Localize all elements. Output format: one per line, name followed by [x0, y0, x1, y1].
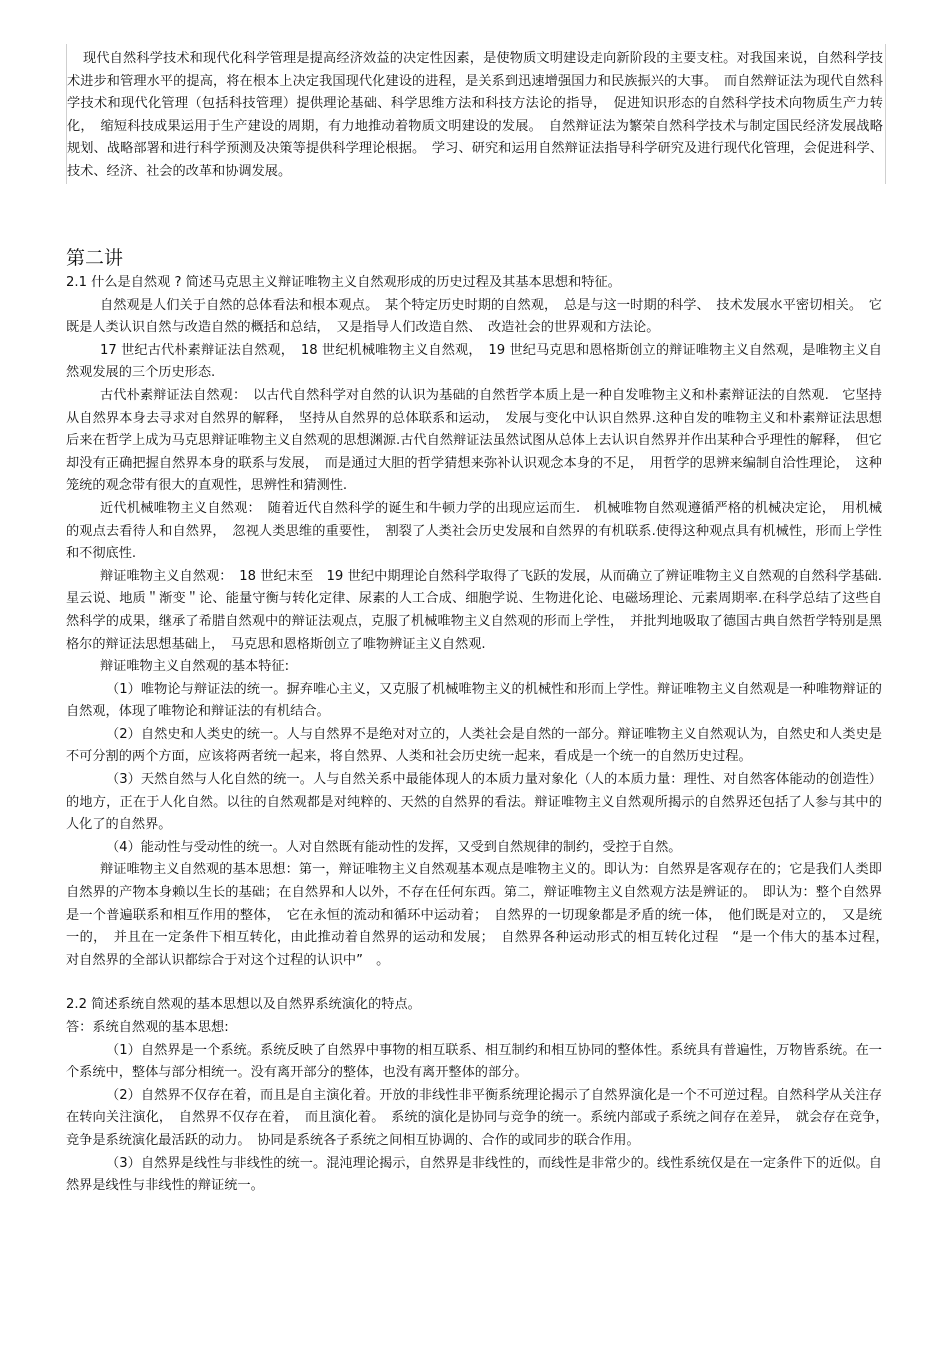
q21-paragraph: 古代朴素辩证法自然观： 以古代自然科学对自然的认识为基础的自然哲学本质上是一种自发唯物主义和朴素辩证法的自然观. 它坚持从自然界本身去寻求对自然界的解释， 坚持从自然界的总体联系和运动， 发展与变化中认识自然界.这种自发的唯物主义和朴素辩证法思想后来在哲学上成为马克思辩证唯物主义自然观的思想渊源.古代自然辩证法虽然试图从总体上去认识自然界并作出某种合乎理性的解释， 但它却没有正确把握自然界本身的联系与发展， 而是通过大胆的哲学猜想来弥补认识观念本身的不足， 用哲学的思辨来编制自洽性理论， 这种笼统的观念带有很大的直观性，思辨性和猜测性. [66, 387, 882, 494]
lecture-title: 第二讲 [66, 247, 124, 269]
q22-point-item: （2）自然界不仅存在着，而且是自主演化着。开放的非线性非平衡系统理论揭示了自然界演化是一个不可逆过程。自然科学从关注存在转向关注演化， 自然界不仅存在着， 而且演化着。 系统的演化是协同与竞争的统一。系统内部或子系统之间存在差异， 就会存在竞争， 竞争是系统演化最活跃的动力。 协同是系统各子系统之间相互协调的、合作的或同步的联合作用。 [66, 1087, 896, 1148]
q22-point-item: （1）自然界是一个系统。系统反映了自然界中事物的相互联系、相互制约和相互协同的整体性。系统具有普遍性，万物皆系统。在一个系统中，整体与部分相统一。没有离开部分的整体，也没有离开整体的部分。 [66, 1042, 882, 1081]
q21-feature-item: （1）唯物论与辩证法的统一。摒弃唯心主义，又克服了机械唯物主义的机械性和形而上学性。辩证唯物主义自然观是一种唯物辩证的自然观，体现了唯物论和辩证法的有机结合。 [66, 681, 882, 720]
intro-paragraph: 现代自然科学技术和现代化科学管理是提高经济效益的决定性因素，是使物质文明建设走向新阶段的主要支柱。对我国来说，自然科学技术进步和管理水平的提高，将在根本上决定我国现代化建设的进程，是关系到迅速增强国力和民族振兴的大事。 而自然辩证法为现代自然科学技术和现代化管理（包括科技管理）提供理论基础、科学思维方法和科技方法论的指导， 促进知识形态的自然科学技术向物质生产力转化， 缩短科技成果运用于生产建设的周期，有力地推动着物质文明建设的发展。 自然辩证法为繁荣自然科学技术与制定国民经济发展战略规划、战略部署和进行科学预测及决策等提供科学理论根据。 学习、研究和运用自然辩证法指导科学研究及进行现代化管理，会促进科学、技术、经济、社会的改革和协调发展。 [67, 51, 883, 179]
q21-features-heading: 辩证唯物主义自然观的基本特征: [100, 659, 290, 675]
q21-paragraph: 辩证唯物主义自然观： 18 世纪末至 19 世纪中期理论自然科学取得了飞跃的发展，从而确立了辨证唯物主义自然观的自然科学基础.星云说、地质＂渐变＂论、能量守衡与转化定律、尿素的人工合成、细胞学说、生物进化论、电磁场理论、元素周期率.在科学总结了这些自然科学的成果，继承了希腊自然观中的辩证法观点，克服了机械唯物主义自然观的形而上学性， 并批判地吸取了德国古典自然哲学特别是黑格尔的辩证法思想基础上， 马克思和恩格斯创立了唯物辨证主义自然观. [66, 568, 882, 652]
q21-feature-item: （3）天然自然与人化自然的统一。人与自然关系中最能体现人的本质力量对象化（人的本质力量：理性、对自然客体能动的创造性）的地方，正在于人化自然。以往的自然观都是对纯粹的、天然的自然界的看法。辩证唯物主义自然观所揭示的自然界还包括了人参与其中的人化了的自然界。 [66, 772, 882, 833]
q21-feature-item: （4）能动性与受动性的统一。人对自然既有能动性的发挥，又受到自然规律的制约，受控于自然。 [106, 839, 682, 855]
lecture-two-section [66, 246, 896, 1198]
section-spacer [66, 972, 882, 994]
q22-point-item: （3）自然界是线性与非线性的统一。混沌理论揭示，自然界是非线性的，而线性是非常少的。线性系统仅是在一定条件下的近似。自然界是线性与非线性的辩证统一。 [66, 1155, 882, 1194]
q21-paragraph: 17 世纪古代朴素辩证法自然观， 18 世纪机械唯物主义自然观， 19 世纪马克思和恩格斯创立的辩证唯物主义自然观，是唯物主义自然观发展的三个历史形态. [66, 342, 882, 381]
question-2-2: 2.2 简述系统自然观的基本思想以及自然界系统演化的特点。 [66, 997, 421, 1013]
q22-answer-intro: 答：系统自然观的基本思想: [66, 1020, 229, 1035]
q21-paragraph: 自然观是人们关于自然的总体看法和根本观点。 某个特定历史时期的自然观， 总是与这一时期的科学、 技术发展水平密切相关。 它既是人类认识自然与改造自然的概括和总结， 又是指导人们改造自然、 改造社会的世界观和方法论。 [66, 297, 882, 336]
q21-paragraph: 近代机械唯物主义自然观： 随着近代自然科学的诞生和牛顿力学的出现应运而生. 机械唯物自然观遵循严格的机械决定论， 用机械的观点去看待人和自然界， 忽视人类思维的重要性， 割裂了人类社会历史发展和自然界的有机联系.使得这种观点具有机械性，形而上学性和不彻底性. [66, 500, 882, 562]
question-2-1: 2.1 什么是自然观 ? 简述马克思主义辩证唯物主义自然观形成的历史过程及其基本思想和特征。 [66, 275, 621, 290]
q21-feature-item: （2）自然史和人类史的统一。人与自然界不是绝对对立的，人类社会是自然的一部分。辩证唯物主义自然观认为，自然史和人类史是不可分割的两个方面，应该将两者统一起来，将自然界、人类和社会历史统一起来，看成是一个统一的自然历史过程。 [66, 726, 882, 765]
intro-section [66, 44, 886, 184]
q21-basic-ideas: 辩证唯物主义自然观的基本思想：第一，辩证唯物主义自然观基本观点是唯物主义的。即认为：自然界是客观存在的；它是我们人类即自然界的产物本身赖以生长的基础；在自然界和人以外，不存在任何东西。第二，辩证唯物主义自然观方法是辨证的。 即认为：整个自然界是一个普遍联系和相互作用的整体， 它在永恒的流动和循环中运动着； 自然界的一切现象都是矛盾的统一体， 他们既是对立的， 又是统一的， 并且在一定条件下相互转化，由此推动着自然界的运动和发展； 自然界各种运动形式的相互转化过程 “是一个伟大的基本过程， 对自然界的全部认识都综合于对这个过程的认识中” 。 [66, 862, 896, 968]
